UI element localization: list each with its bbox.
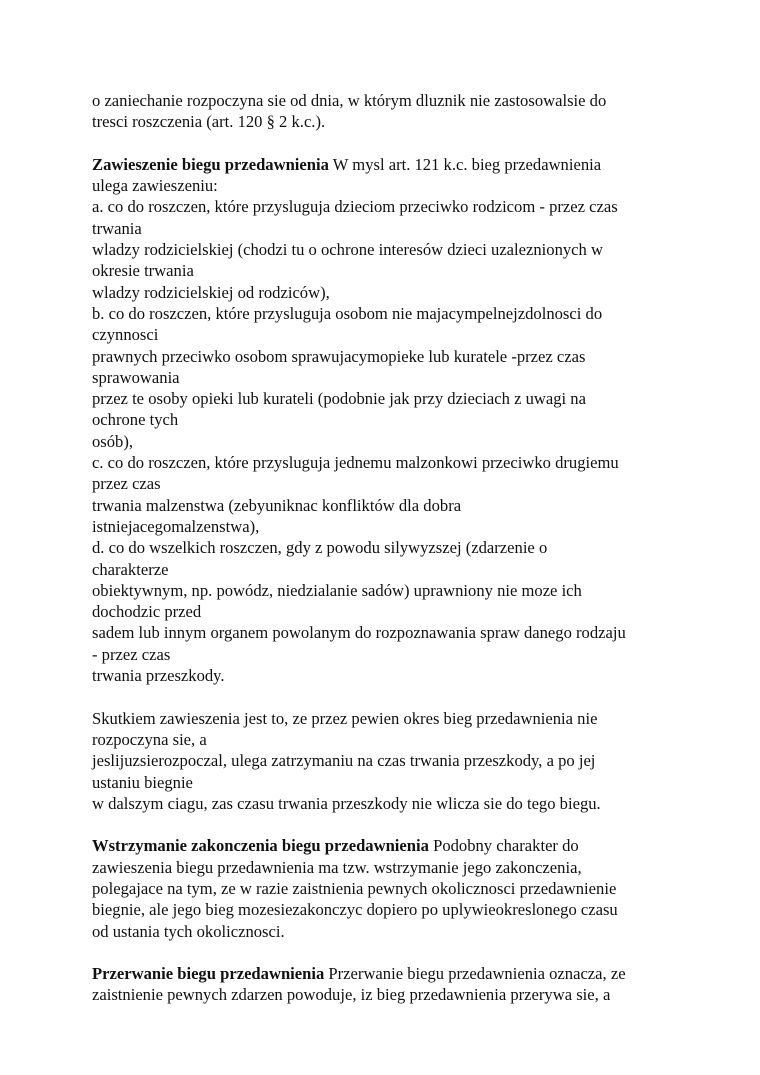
section-przerwanie	[92, 963, 682, 1006]
text-line: sadem lub innym organem powolanym do rozpoznawania spraw danego rodzaju	[92, 623, 626, 643]
text-line: o zaniechanie rozpoczyna sie od dnia, w którym dluznik nie zastosowalsie do	[92, 91, 607, 110]
text-line: trwania przeszkody.	[92, 666, 225, 686]
section-first-line	[92, 154, 682, 175]
text-line: sprawowania	[92, 367, 180, 387]
text-line: przez czas	[92, 474, 161, 494]
text-line: tresci roszczenia (art. 120 § 2 k.c.).	[92, 112, 326, 132]
text-line: biegnie, ale jego bieg mozesiezakonczyc dopiero po uplywieokreslonego czasu	[92, 900, 618, 920]
text-line: zawieszenia biegu przedawnienia ma tzw. wstrzymanie jego zakonczenia,	[92, 857, 582, 877]
text-line: osób),	[92, 431, 134, 451]
section-heading: Przerwanie biegu przedawnienia	[92, 964, 325, 984]
paragraph-skutkiem	[92, 708, 682, 814]
text-line: obiektywnym, np. powódz, niedzialanie sadów) uprawniony nie moze ich	[92, 580, 582, 600]
paragraph-gap	[92, 942, 682, 963]
paragraph-continuation	[92, 90, 682, 133]
text-line: - przez czas	[92, 644, 171, 664]
text-line: ustaniu biegnie	[92, 772, 193, 792]
text-line: rozpoczyna sie, a	[92, 729, 207, 749]
text-line: zaistnienie pewnych zdarzen powoduje, iz bieg przedawnienia przerywa sie, a	[92, 985, 611, 1005]
text-line: trwania	[92, 218, 142, 238]
text-run: Przerwanie biegu przedawnienia oznacza, ze	[324, 964, 626, 984]
text-run: W mysl art. 121 k.c. bieg przedawnienia	[328, 154, 602, 174]
text-run: Podobny charakter do	[428, 836, 579, 856]
text-line: istniejacegomalzenstwa),	[92, 516, 260, 536]
text-line: okresie trwania	[92, 261, 194, 281]
section-first-line	[92, 963, 682, 984]
text-line: dochodzic przed	[92, 602, 202, 622]
section-heading: Wstrzymanie zakonczenia biegu przedawnienia	[92, 836, 429, 856]
text-line: od ustania tych okolicznosci.	[92, 921, 285, 941]
text-line: d. co do wszelkich roszczen, gdy z powodu silywyzszej (zdarzenie o	[92, 538, 548, 558]
document-page	[92, 90, 682, 1006]
section-zawieszenie	[92, 154, 682, 686]
section-first-line	[92, 835, 682, 856]
text-line: w dalszym ciagu, zas czasu trwania przeszkody nie wlicza sie do tego biegu.	[92, 793, 601, 813]
text-line: polegajace na tym, ze w razie zaistnienia pewnych okolicznosci przedawnienie	[92, 878, 617, 898]
text-line: ochrone tych	[92, 410, 179, 430]
text-line: trwania malzenstwa (zebyuniknac konfliktów dla dobra	[92, 495, 462, 515]
paragraph-gap	[92, 133, 682, 154]
text-line: c. co do roszczen, które przysluguja jednemu malzonkowi przeciwko drugiemu	[92, 453, 619, 473]
text-line: czynnosci	[92, 325, 159, 345]
section-heading: Zawieszenie biegu przedawnienia	[92, 154, 329, 174]
text-line: prawnych przeciwko osobom sprawujacymopieke lub kuratele -przez czas	[92, 346, 586, 366]
text-line: wladzy rodzicielskiej od rodziców),	[92, 282, 330, 302]
paragraph-gap	[92, 686, 682, 707]
text-line: przez te osoby opieki lub kurateli (podobnie jak przy dzieciach z uwagi na	[92, 389, 586, 409]
text-line: a. co do roszczen, które przysluguja dzieciom przeciwko rodzicom - przez czas	[92, 197, 618, 217]
text-line: ulega zawieszeniu:	[92, 176, 218, 196]
text-line: Skutkiem zawieszenia jest to, ze przez pewien okres bieg przedawnienia nie	[92, 708, 598, 728]
text-line: jeslijuzsierozpoczal, ulega zatrzymaniu na czas trwania przeszkody, a po jej	[92, 751, 596, 771]
text-line: wladzy rodzicielskiej (chodzi tu o ochrone interesów dzieci uzaleznionych w	[92, 240, 603, 260]
section-wstrzymanie	[92, 835, 682, 941]
text-line: charakterze	[92, 559, 169, 579]
text-line: b. co do roszczen, które przysluguja osobom nie majacympelnejzdolnosci do	[92, 303, 603, 323]
paragraph-gap	[92, 814, 682, 835]
